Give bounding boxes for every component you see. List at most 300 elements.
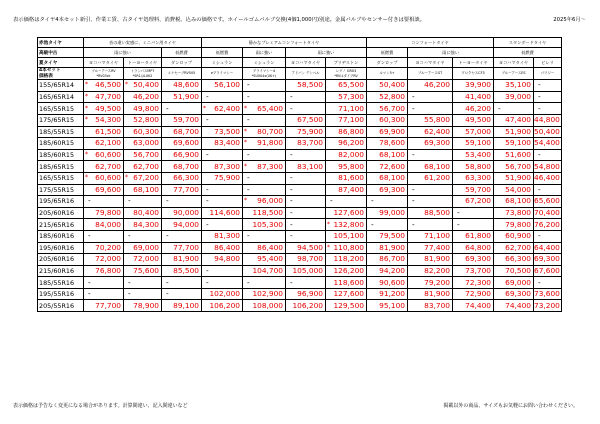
price-value: 51,900	[505, 126, 532, 136]
price-value: 72,300	[465, 277, 492, 287]
price-value: 62,700	[505, 242, 532, 252]
price-value: 70,400	[534, 208, 560, 218]
price-value: 98,700	[297, 254, 323, 264]
price-value: -	[247, 277, 250, 287]
price-cell	[202, 196, 243, 208]
price-cell	[202, 300, 243, 312]
price-cell	[453, 172, 494, 184]
price-value: 48,600	[173, 80, 199, 90]
price-value: 86,800	[338, 126, 364, 136]
price-value: 58,500	[297, 80, 323, 90]
price-cell	[494, 138, 534, 150]
price-cell	[367, 184, 408, 196]
price-cell	[243, 277, 286, 289]
price-cell	[494, 242, 534, 254]
price-cell	[124, 114, 162, 126]
price-value: 83,700	[297, 138, 323, 148]
price-cell	[494, 103, 534, 115]
price-cell	[408, 161, 453, 173]
price-cell	[408, 80, 453, 92]
price-value: 66,300	[173, 173, 199, 183]
price-value: 76,200	[534, 219, 560, 229]
tire-size: 215/65R16	[38, 219, 84, 231]
feature-cell: 雨に強い	[243, 48, 286, 58]
price-cell	[494, 219, 534, 231]
table-row	[38, 138, 562, 150]
price-value: 104,700	[252, 265, 283, 275]
price-cell	[124, 91, 162, 103]
tire-size: 205/60R16	[38, 207, 84, 219]
price-value: 61,800	[465, 231, 492, 241]
tire-size: 195/55R16	[38, 288, 84, 300]
asterisk-mark: *	[244, 197, 247, 205]
price-cell	[202, 126, 243, 138]
price-value: -	[166, 231, 169, 241]
price-cell	[243, 242, 286, 254]
price-cell	[202, 219, 243, 231]
price-cell	[286, 196, 326, 208]
price-value: -	[538, 150, 541, 160]
brand-cell: ピレリ	[534, 58, 562, 68]
price-value: 86,400	[214, 242, 240, 252]
price-value: 80,700	[257, 126, 283, 136]
price-value: 70,500	[505, 265, 532, 275]
price-value: 50,400	[379, 80, 405, 90]
price-value: 96,000	[257, 196, 283, 206]
price-value: 65,400	[257, 103, 283, 113]
price-value: 74,400	[465, 300, 492, 310]
price-cell	[326, 219, 367, 231]
price-cell	[408, 265, 453, 277]
price-cell	[162, 277, 202, 289]
price-cell	[453, 300, 494, 312]
price-value: 39,000	[505, 92, 532, 102]
price-cell	[326, 265, 367, 277]
price-value: 71,100	[424, 231, 450, 241]
price-cell	[408, 184, 453, 196]
price-value: 105,300	[252, 219, 283, 229]
price-value: -	[206, 196, 209, 206]
price-cell	[286, 300, 326, 312]
price-value: 86,400	[257, 242, 283, 252]
price-cell	[494, 161, 534, 173]
model-cell	[202, 68, 243, 80]
price-value: 60,600	[95, 150, 121, 160]
price-value: 105,000	[292, 265, 323, 275]
price-cell	[494, 149, 534, 161]
price-value: 75,900	[214, 173, 240, 183]
tire-size: 205/55R16	[38, 300, 84, 312]
price-cell	[84, 172, 124, 184]
price-value: 83,100	[297, 161, 323, 171]
category-minivan: 音の違い実感に、ミニバン用タイヤ	[84, 38, 202, 48]
price-value: -	[538, 184, 541, 194]
price-cell	[367, 149, 408, 161]
price-cell	[243, 219, 286, 231]
price-cell	[84, 196, 124, 208]
price-value: 73,800	[505, 208, 532, 218]
price-cell	[286, 288, 326, 300]
model-name: ブルーアースGT	[417, 71, 443, 76]
price-value: -	[371, 219, 374, 229]
price-cell	[124, 207, 162, 219]
price-value: 91,200	[379, 289, 405, 299]
price-cell	[453, 265, 494, 277]
price-cell	[84, 230, 124, 242]
price-value: -	[128, 231, 131, 241]
price-cell	[494, 114, 534, 126]
price-cell	[124, 103, 162, 115]
price-cell	[367, 161, 408, 173]
price-cell	[124, 230, 162, 242]
price-value: -	[457, 219, 460, 229]
table-row	[38, 126, 562, 138]
price-cell	[84, 138, 124, 150]
price-cell	[243, 184, 286, 196]
tire-size: 185/55R15	[38, 126, 84, 138]
price-value: 51,900	[173, 92, 199, 102]
price-value: 59,100	[465, 138, 492, 148]
price-value: 68,700	[173, 126, 199, 136]
price-value: 68,700	[173, 161, 199, 171]
model-cell	[326, 68, 367, 80]
price-cell	[453, 196, 494, 208]
price-value: -	[247, 92, 250, 102]
price-cell	[243, 172, 286, 184]
model-name: ブルーアースRV	[91, 69, 116, 73]
price-value: 49,800	[133, 103, 159, 113]
price-cell	[326, 207, 367, 219]
price-value: -	[330, 196, 333, 206]
price-value: 59,100	[505, 138, 532, 148]
price-value: 79,500	[379, 231, 405, 241]
price-cell	[162, 91, 202, 103]
price-cell	[367, 91, 408, 103]
brand-cell: ヨコハマタイヤ	[494, 58, 534, 68]
model-name: アドバン デシベル	[291, 71, 320, 76]
price-cell	[243, 288, 286, 300]
price-cell	[408, 288, 453, 300]
price-value: -	[290, 208, 293, 218]
price-cell	[84, 103, 124, 115]
table-row	[38, 91, 562, 103]
model-cell	[84, 68, 124, 80]
price-cell	[326, 254, 367, 266]
price-value: 94,200	[379, 265, 405, 275]
tire-size: 165/55R15	[38, 103, 84, 115]
table-row	[38, 80, 562, 92]
asterisk-mark: *	[327, 243, 330, 251]
price-cell	[286, 114, 326, 126]
price-cell	[534, 230, 562, 242]
price-cell	[408, 172, 453, 184]
price-value: -	[290, 150, 293, 160]
price-cell	[494, 254, 534, 266]
price-cell	[367, 265, 408, 277]
price-value: 95,800	[338, 161, 364, 171]
price-cell	[84, 149, 124, 161]
price-value: 46,200	[133, 92, 159, 102]
price-value: 69,300	[534, 254, 560, 264]
price-cell	[162, 300, 202, 312]
tire-size: 165/65R14	[38, 91, 84, 103]
price-cell	[367, 230, 408, 242]
price-cell	[326, 138, 367, 150]
price-cell	[534, 196, 562, 208]
price-value: -	[88, 196, 91, 206]
price-value: -	[128, 277, 131, 287]
price-cell	[162, 196, 202, 208]
price-cell	[326, 184, 367, 196]
price-value: 81,600	[338, 173, 364, 183]
price-value: 82,200	[424, 265, 450, 275]
price-cell	[202, 242, 243, 254]
price-value: 56,700	[133, 150, 159, 160]
price-value: 69,600	[95, 184, 121, 194]
price-cell	[243, 114, 286, 126]
price-cell	[124, 254, 162, 266]
price-cell	[534, 80, 562, 92]
label-used: 高級中古	[38, 48, 84, 58]
model-cell	[286, 68, 326, 80]
price-cell	[243, 207, 286, 219]
label-price-list: 価格表	[39, 73, 53, 79]
model-name: パワジー	[540, 71, 555, 76]
tire-size: 185/55R16	[38, 277, 84, 289]
price-cell	[453, 230, 494, 242]
tire-size: 185/65R15	[38, 161, 84, 173]
header-date: 2025年6月～	[553, 17, 586, 23]
price-cell	[162, 219, 202, 231]
price-cell	[453, 254, 494, 266]
price-value: 118,600	[333, 277, 364, 287]
price-value: -	[371, 196, 374, 206]
price-cell	[367, 103, 408, 115]
price-value: 79,800	[505, 219, 532, 229]
price-value: 72,600	[379, 161, 405, 171]
price-value: -	[412, 184, 415, 194]
header-note: 表示価格はタイヤ4本セット新引、作業工賃、古タイヤ処理料、消費税、込みの価格です。ホイールゴムバルブ交換(4個1,000円)別途。金属バルブやセンサー付きは要相談。	[13, 17, 425, 23]
price-value: 74,400	[505, 300, 532, 310]
tire-size: 175/55R15	[38, 184, 84, 196]
price-value: 87,400	[338, 184, 364, 194]
price-value: 118,500	[252, 208, 283, 218]
price-value: 77,400	[424, 242, 450, 252]
price-value: 69,300	[505, 289, 532, 299]
price-cell	[494, 184, 534, 196]
table-row	[38, 254, 562, 266]
price-cell	[408, 114, 453, 126]
price-value: 85,500	[173, 265, 199, 275]
price-cell	[84, 207, 124, 219]
price-cell	[408, 103, 453, 115]
price-value: 54,000	[505, 184, 532, 194]
price-cell	[202, 161, 243, 173]
price-value: 78,600	[379, 138, 405, 148]
price-cell	[124, 300, 162, 312]
price-cell	[534, 265, 562, 277]
price-cell	[534, 288, 562, 300]
table-row	[38, 103, 562, 115]
price-cell	[162, 161, 202, 173]
price-value: 47,400	[505, 115, 532, 125]
asterisk-mark: *	[125, 174, 128, 182]
price-value: 77,700	[173, 242, 199, 252]
price-value: 57,300	[338, 92, 364, 102]
price-cell	[162, 114, 202, 126]
price-value: 79,200	[424, 277, 450, 287]
price-value: 73,500	[214, 126, 240, 136]
price-cell	[84, 242, 124, 254]
price-cell	[367, 126, 408, 138]
label-4set: 4本セット	[39, 68, 61, 73]
brand-cell: ミシュラン	[243, 58, 286, 68]
tire-size: 185/60R16	[38, 230, 84, 242]
price-cell	[453, 207, 494, 219]
price-value: -	[88, 289, 91, 299]
price-cell	[243, 254, 286, 266]
price-cell	[124, 288, 162, 300]
price-value: 89,100	[173, 300, 199, 310]
price-value: 81,900	[173, 254, 199, 264]
price-cell	[367, 242, 408, 254]
price-value: 46,500	[95, 80, 121, 90]
price-cell	[124, 277, 162, 289]
price-cell	[162, 230, 202, 242]
price-cell	[202, 230, 243, 242]
price-value: 50,400	[133, 80, 159, 90]
tire-size: 195/60R16	[38, 242, 84, 254]
price-cell	[453, 149, 494, 161]
price-value: 64,400	[534, 242, 560, 252]
price-cell	[494, 196, 534, 208]
price-cell	[534, 114, 562, 126]
price-cell	[326, 242, 367, 254]
model-sub: *RV03ck	[96, 73, 111, 78]
price-value: 75,900	[297, 126, 323, 136]
price-value: 81,900	[379, 242, 405, 252]
price-value: -	[290, 196, 293, 206]
asterisk-mark: *	[244, 139, 247, 147]
price-cell	[162, 149, 202, 161]
price-cell	[286, 161, 326, 173]
category-comfort: コンフォートタイヤ	[367, 38, 494, 48]
price-cell	[286, 126, 326, 138]
price-cell	[84, 254, 124, 266]
price-cell	[534, 138, 562, 150]
price-value: 99,000	[379, 208, 405, 218]
model-sub: *RVはタイプRV	[334, 73, 358, 78]
price-value: 50,400	[534, 126, 560, 136]
asterisk-mark: *	[85, 116, 88, 124]
price-cell	[84, 300, 124, 312]
price-value: 76,800	[95, 265, 121, 275]
price-value: 68,100	[133, 184, 159, 194]
price-value: 81,900	[424, 289, 450, 299]
price-value: -	[412, 150, 415, 160]
header-row-categories	[38, 38, 562, 48]
model-cell	[162, 68, 202, 80]
price-value: 67,200	[465, 196, 492, 206]
brand-cell: ダンロップ	[367, 58, 408, 68]
price-cell	[124, 126, 162, 138]
price-cell	[326, 114, 367, 126]
price-value: 54,300	[95, 115, 121, 125]
price-cell	[202, 207, 243, 219]
price-cell	[408, 149, 453, 161]
price-cell	[84, 219, 124, 231]
price-cell	[367, 254, 408, 266]
price-value: 59,700	[173, 115, 199, 125]
price-cell	[367, 207, 408, 219]
tire-size: 205/60R16	[38, 254, 84, 266]
table-row	[38, 207, 562, 219]
price-cell	[124, 219, 162, 231]
price-value: 129,500	[333, 300, 364, 310]
label-set-price	[38, 68, 84, 80]
footer-right: 掲載以外の商品、サイズもお気軽にお問い合わせください。	[443, 403, 578, 409]
price-value: 127,600	[333, 289, 364, 299]
price-value: -	[247, 173, 250, 183]
price-cell	[367, 138, 408, 150]
price-value: 62,400	[424, 126, 450, 136]
price-value: 65,500	[338, 80, 364, 90]
price-value: 57,000	[465, 126, 492, 136]
price-cell	[534, 300, 562, 312]
price-value: 77,700	[173, 184, 199, 194]
price-cell	[453, 161, 494, 173]
price-value: 69,000	[133, 242, 159, 252]
asterisk-mark: *	[85, 104, 88, 112]
price-cell	[124, 265, 162, 277]
table-row	[38, 196, 562, 208]
price-cell	[494, 172, 534, 184]
price-value: 83,400	[214, 138, 240, 148]
price-value: -	[538, 277, 541, 287]
price-cell	[408, 254, 453, 266]
price-cell	[534, 103, 562, 115]
price-value: -	[166, 277, 169, 287]
price-cell	[286, 265, 326, 277]
price-cell	[202, 138, 243, 150]
price-cell	[453, 277, 494, 289]
price-value: 54,400	[534, 138, 560, 148]
price-value: 84,300	[133, 219, 159, 229]
price-cell	[286, 230, 326, 242]
price-value: 90,600	[379, 277, 405, 287]
feature-cell: 雨に強い	[84, 48, 162, 58]
label-akaike: 赤池タイヤ	[38, 38, 84, 48]
price-value: 52,800	[379, 92, 405, 102]
price-cell	[534, 242, 562, 254]
table-row	[38, 277, 562, 289]
price-cell	[494, 277, 534, 289]
price-cell	[326, 91, 367, 103]
price-cell	[326, 196, 367, 208]
price-value: -	[166, 196, 169, 206]
price-cell	[243, 138, 286, 150]
price-cell	[162, 207, 202, 219]
price-cell	[286, 80, 326, 92]
price-cell	[162, 184, 202, 196]
asterisk-mark: *	[244, 162, 247, 170]
price-value: -	[88, 277, 91, 287]
table-row	[38, 114, 562, 126]
price-cell	[162, 254, 202, 266]
price-cell	[243, 126, 286, 138]
price-value: 41,400	[465, 92, 492, 102]
price-value: -	[290, 173, 293, 183]
